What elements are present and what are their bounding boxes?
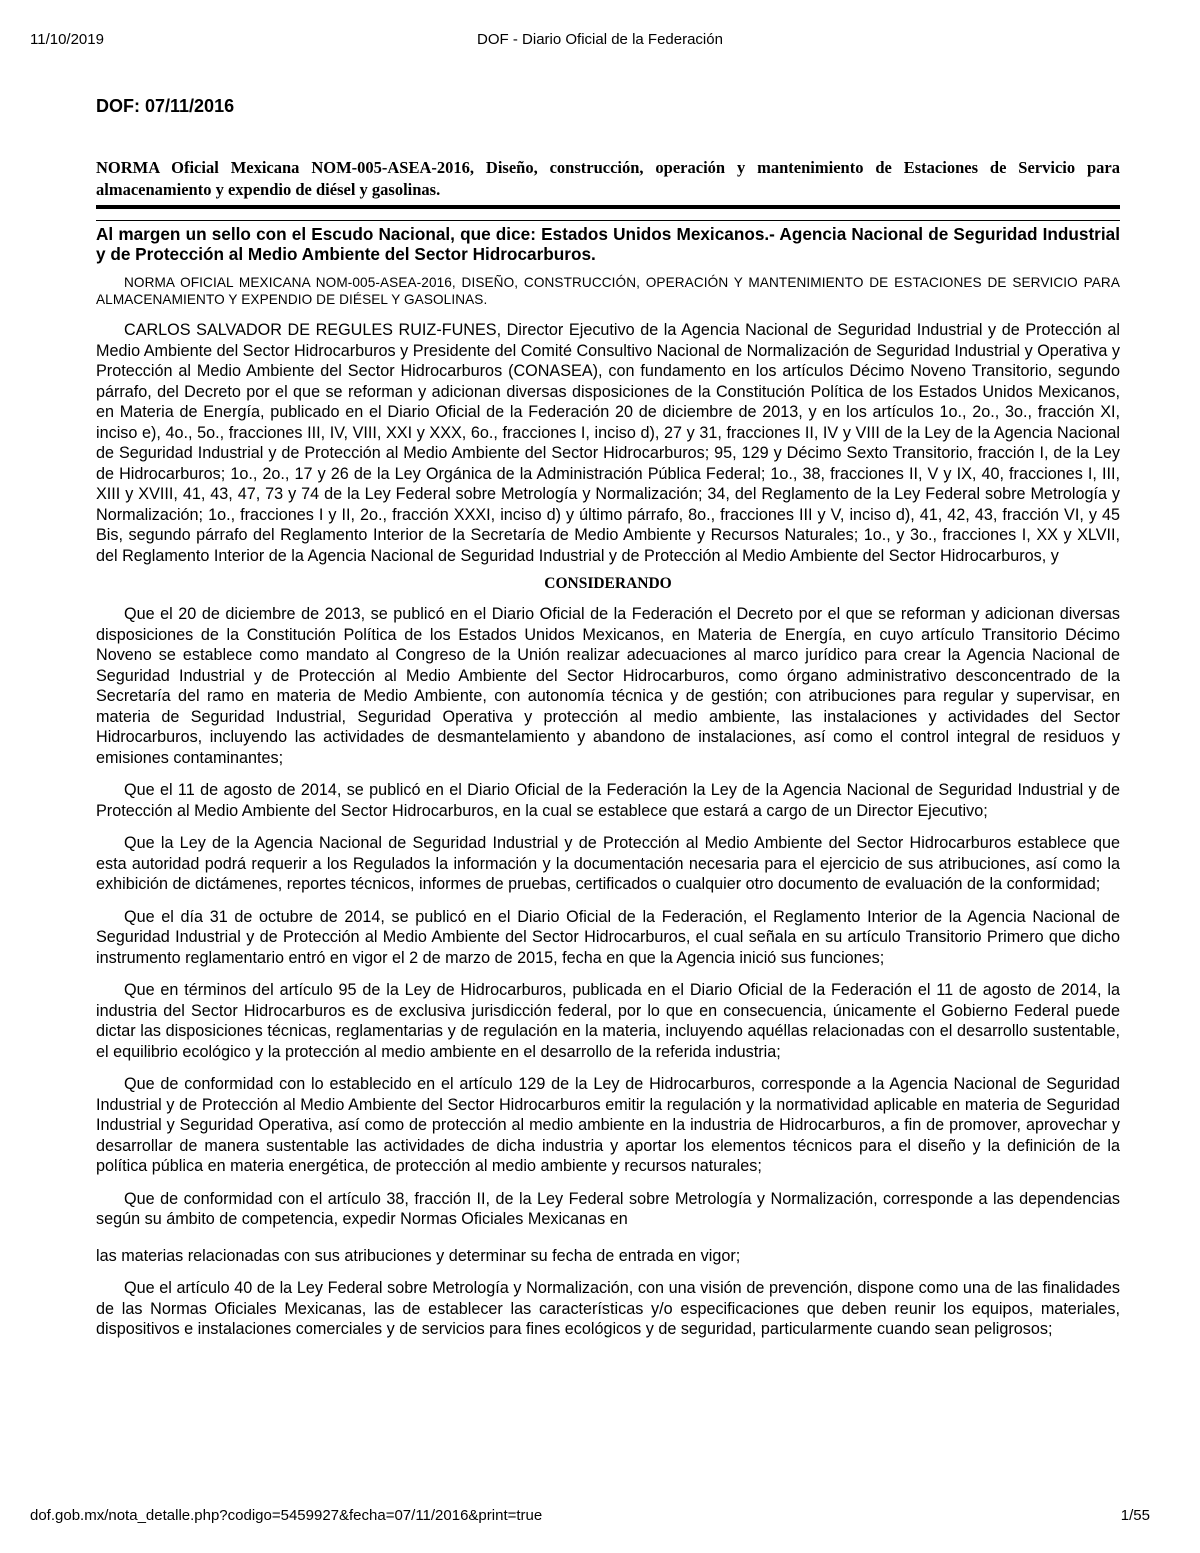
print-page-title: DOF - Diario Oficial de la Federación [477,31,723,48]
thin-divider [96,220,1120,221]
norma-title: NORMA Oficial Mexicana NOM-005-ASEA-2016, Diseño, construcción, operación y mantenimiento de Estaciones de Servicio para almacenamiento y expendio de diésel y gasolinas. [96,158,1120,199]
norma-caps-title: NORMA OFICIAL MEXICANA NOM-005-ASEA-2016, DISEÑO, CONSTRUCCIÓN, OPERACIÓN Y MANTENIMIENTO DE ESTACIONES DE SERVICIO PARA ALMACENAMIENTO Y EXPENDIO DE DIÉSEL Y GASOLINAS. [96,275,1120,307]
considerando-paragraph-6: Que de conformidad con lo establecido en el artículo 129 de la Ley de Hidrocarburos, corresponde a la Agencia Nacional de Seguridad Industrial y de Protección al Medio Ambiente del Sector Hidrocarburos emitir la regulación y la normatividad aplicable en materia de Seguridad Industrial y Seguridad Operativa, así como de protección al medio ambiente en la industria de Hidrocarburos, a fin de promover, aprovechar y desarrollar de manera sustentable las actividades de dicha industria y aportar los elementos técnicos para el diseño y la definición de la política pública en materia energética, de protección al medio ambiente y recursos naturales; [96,1075,1120,1175]
intro-paragraph: CARLOS SALVADOR DE REGULES RUIZ-FUNES, Director Ejecutivo de la Agencia Nacional de Seguridad Industrial y de Protección al Medio Ambiente del Sector Hidrocarburos y Presidente del Comité Consultivo Nacional de Normalización de Seguridad Industrial y Operativa y Protección al Medio Ambiente del Sector Hidrocarburos (CONASEA), con fundamento en los artículos Décimo Noveno Transitorio, segundo párrafo, del Decreto por el que se reforman y adicionan diversas disposiciones de la Constitución Política de los Estados Unidos Mexicanos, en Materia de Energía, publicado en el Diario Oficial de la Federación 20 de diciembre de 2013, y en los artículos 1o., 2o., 3o., fracción XI, inciso e), 4o., 5o., fracciones III, IV, VIII, XXI y XXX, 6o., fracciones I, inciso d), 27 y 31, fracciones II, IV y VIII de la Ley de la Agencia Nacional de Seguridad Industrial y de Protección al Medio Ambiente del Sector Hidrocarburos; 95, 129 y Décimo Sexto Transitorio, fracción I, de la Ley de Hidrocarburos; 1o., 2o., 17 y 26 de la Ley Orgánica de la Administración Pública Federal; 1o., 38, fracciones II, V y IX, 40, fracciones I, III, XIII y XVIII, 41, 43, 47, 73 y 74 de la Ley Federal sobre Metrología y Normalización; 34, del Reglamento de la Ley Federal sobre Metrología y Normalización; 1o., fracciones I y II, 2o., fracción XXXI, inciso d) y último párrafo, 8o., fracciones III y V, inciso d), 41, 42, 43, fracción VI, y 45 Bis, segundo párrafo del Reglamento Interior de la Secretaría de Medio Ambiente y Recursos Naturales; 1o., y 3o., fracciones I, XX y XLVII, del Reglamento Interior de la Agencia Nacional de Seguridad Industrial y de Protección al Medio Ambiente del Sector Hidrocarburos, y [96,321,1120,565]
considerando-paragraph-3: Que la Ley de la Agencia Nacional de Seguridad Industrial y de Protección al Medio Ambiente del Sector Hidrocarburos establece que esta autoridad podrá requerir a los Regulados la información y la documentación necesaria para el ejercicio de sus atribuciones, así como la exhibición de dictámenes, reportes técnicos, informes de pruebas, certificados o cualquier otro documento de evaluación de la conformidad; [96,834,1120,893]
considerando-heading: CONSIDERANDO [544,575,672,592]
page-number: 1/55 [1120,1507,1150,1524]
margin-seal-heading: Al margen un sello con el Escudo Nacional, que dice: Estados Unidos Mexicanos.- Agencia Nacional de Seguridad Industrial y de Protección al Medio Ambiente del Sector Hidrocarburos. [96,224,1120,264]
considerando-paragraph-1: Que el 20 de diciembre de 2013, se publicó en el Diario Oficial de la Federación el Decreto por el que se reforman y adicionan diversas disposiciones de la Constitución Política de los Estados Unidos Mexicanos, en Materia de Energía, en cuyo artículo Transitorio Décimo Noveno se establece como mandato al Congreso de la Unión realizar adecuaciones al marco jurídico para crear la Agencia Nacional de Seguridad Industrial y de Protección al Medio Ambiente del Sector Hidrocarburos, como órgano administrativo desconcentrado de la Secretaría del ramo en materia de Medio Ambiente, con autonomía técnica y de gestión; con atribuciones para regular y supervisar, en materia de Seguridad Industrial, Seguridad Operativa y protección al medio ambiente, las instalaciones y actividades del Sector Hidrocarburos, incluyendo las actividades de desmantelamiento y abandono de instalaciones, así como el control integral de residuos y emisiones contaminantes; [96,605,1120,767]
thick-divider [96,205,1120,209]
dof-date: DOF: 07/11/2016 [96,96,235,116]
considerando-paragraph-7: Que de conformidad con el artículo 38, fracción II, de la Ley Federal sobre Metrología y Normalización, corresponde a las dependencias según su ámbito de competencia, expedir Normas Oficiales Mexicanas en [96,1189,1120,1228]
considerando-paragraph-5: Que en términos del artículo 95 de la Ley de Hidrocarburos, publicada en el Diario Oficial de la Federación el 11 de agosto de 2014, la industria del Sector Hidrocarburos es de exclusiva jurisdicción federal, por lo que en consecuencia, únicamente el Gobierno Federal puede dictar las disposiciones técnicas, reglamentarias y de regulación en la materia, incluyendo aquéllas relacionadas con el desarrollo sustentable, el equilibrio ecológico y la protección al medio ambiente en el desarrollo de la referida industria; [96,981,1120,1061]
considerando-paragraph-2: Que el 11 de agosto de 2014, se publicó en el Diario Oficial de la Federación la Ley de la Agencia Nacional de Seguridad Industrial y de Protección al Medio Ambiente del Sector Hidrocarburos, en la cual se establece que estará a cargo de un Director Ejecutivo; [96,781,1120,820]
print-date: 11/10/2019 [30,31,104,48]
considerando-paragraph-7-continued: las materias relacionadas con sus atribuciones y determinar su fecha de entrada en vigor; [96,1246,741,1265]
page-url: dof.gob.mx/nota_detalle.php?codigo=5459927&fecha=07/11/2016&print=true [30,1507,543,1524]
document-body [96,90,1120,1352]
considerando-paragraph-4: Que el día 31 de octubre de 2014, se publicó en el Diario Oficial de la Federación, el Reglamento Interior de la Agencia Nacional de Seguridad Industrial y de Protección al Medio Ambiente del Sector Hidrocarburos, el cual señala en su artículo Transitorio Primero que dicho instrumento reglamentario entró en vigor el 2 de marzo de 2015, fecha en que la Agencia inició sus funciones; [96,907,1120,967]
considerando-paragraph-8: Que el artículo 40 de la Ley Federal sobre Metrología y Normalización, con una visión de prevención, dispone como una de las finalidades de las Normas Oficiales Mexicanas, las de establecer las características y/o especificaciones que deben reunir los equipos, materiales, dispositivos e instalaciones comerciales y de servicios para fines ecológicos y de seguridad, particularmente cuando sean peligrosos; [96,1279,1120,1338]
